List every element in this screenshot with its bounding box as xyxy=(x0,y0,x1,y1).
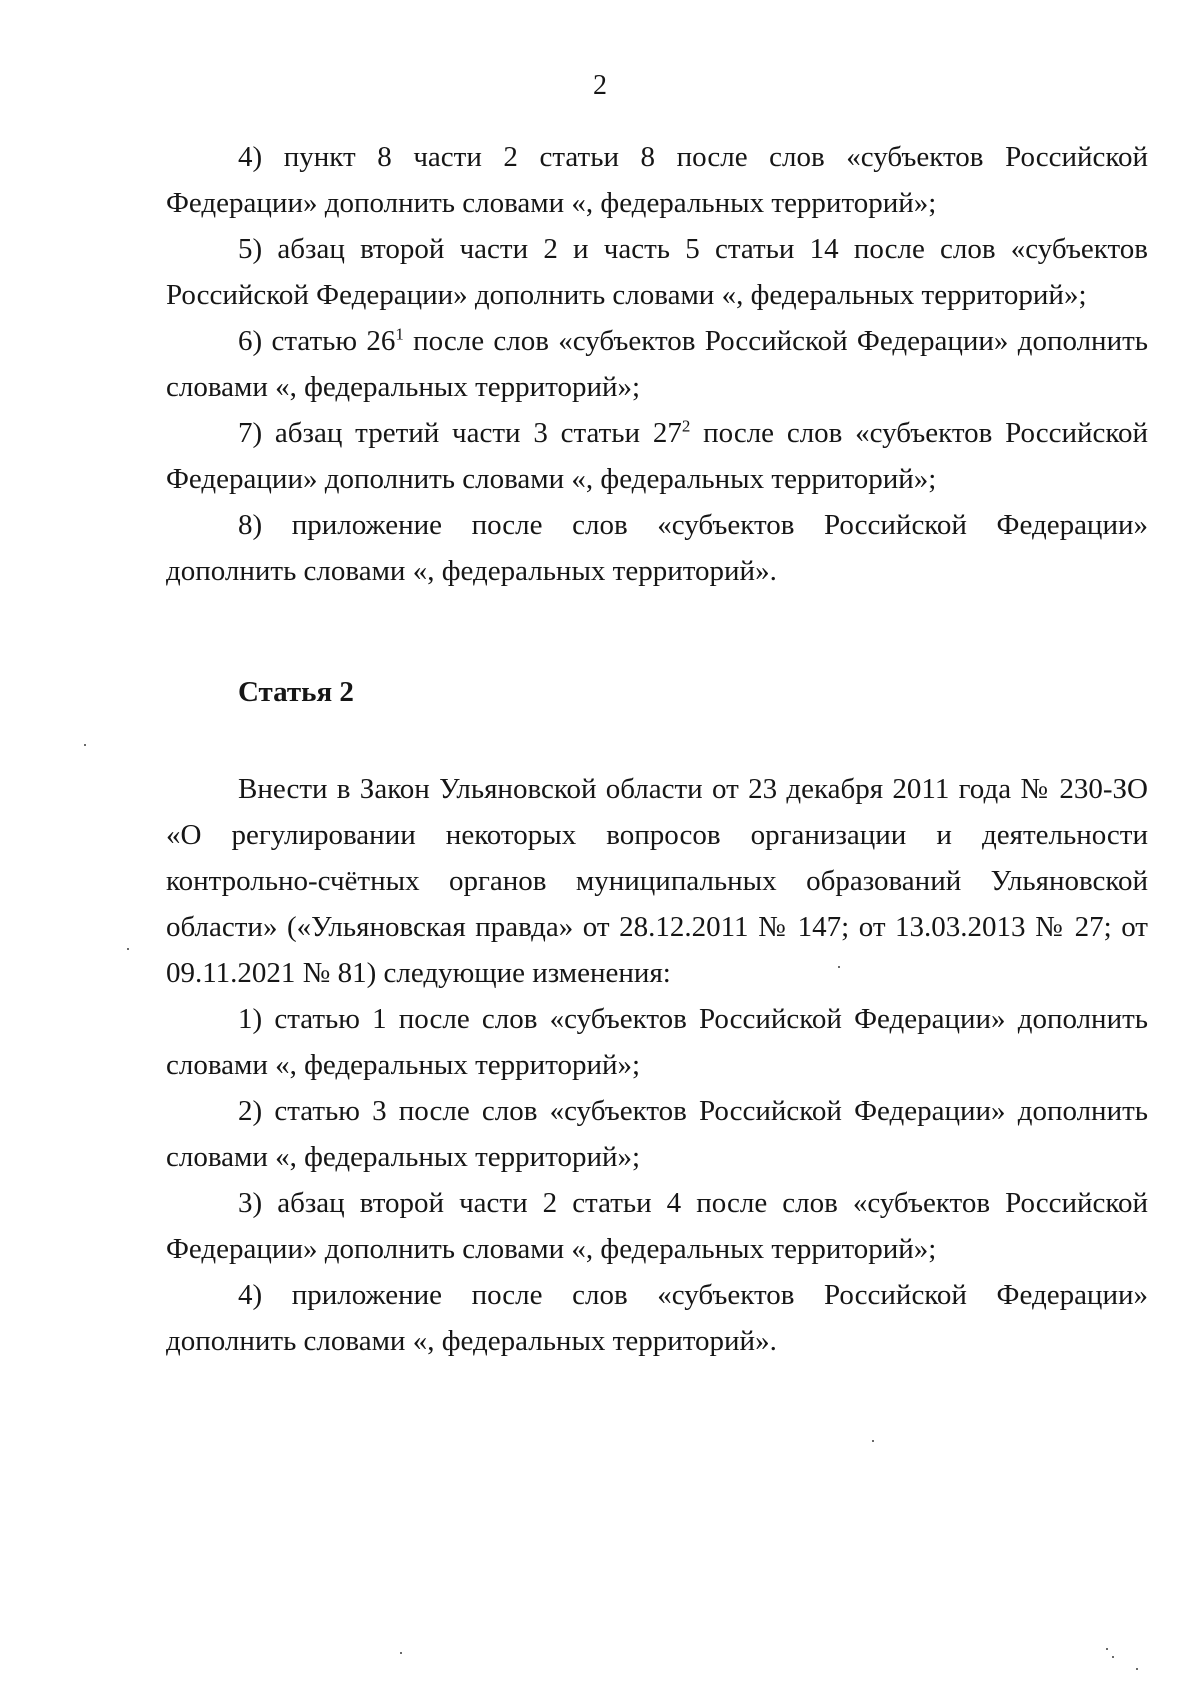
scan-speck xyxy=(1136,1668,1138,1670)
article-2-item-3: 3) абзац второй части 2 статьи 4 после слов «субъектов Российской Федерации» дополнить словами «, федеральных территорий»; xyxy=(166,1187,1148,1265)
article-1-item-7-superscript: 2 xyxy=(681,416,691,436)
scan-speck xyxy=(127,948,129,950)
scan-speck xyxy=(1112,1656,1114,1658)
article-1-item-6 xyxy=(166,318,1148,410)
article-1-item-4: 4) пункт 8 части 2 статьи 8 после слов «субъектов Российской Федерации» дополнить словами «, федеральных территорий»; xyxy=(166,141,1148,219)
article-1-item-7-text: 7) абзац третий части 3 статьи 27 xyxy=(238,417,682,449)
scan-speck xyxy=(400,1652,402,1654)
article-1-item-7 xyxy=(166,410,1148,502)
article-1-item-6-rest: после слов «субъектов Российской Федерации» дополнить словами «, федеральных территорий»; xyxy=(166,325,1148,403)
article-1-item-6-superscript: 1 xyxy=(395,324,404,344)
article-2-item-1: 1) статью 1 после слов «субъектов Российской Федерации» дополнить словами «, федеральных территорий»; xyxy=(166,1003,1148,1081)
article-1-item-6-text: 6) статью 26 xyxy=(238,325,396,357)
article-1-item-7-rest: после слов «субъектов Российской Федерации» дополнить словами «, федеральных территорий»; xyxy=(166,417,1149,495)
scan-speck xyxy=(1106,1648,1108,1650)
article-2-heading: Статья 2 xyxy=(238,676,354,708)
article-2-intro: Внести в Закон Ульяновской области от 23 декабря 2011 года № 230-ЗО «О регулировании некоторых вопросов организации и деятельности контрольно-счётных органов муниципальных образований Ульяновской области» («Ульяновская правда» от 28.12.2011 № 147; от 13.03.2013 № 27; от 09.11.2021 № 81) следующие изменения: xyxy=(166,773,1148,989)
scan-speck xyxy=(872,1440,874,1442)
article-1-continuation xyxy=(166,134,1148,594)
page-number: 2 xyxy=(593,70,607,101)
article-1-item-8: 8) приложение после слов «субъектов Российской Федерации» дополнить словами «, федеральных территорий». xyxy=(166,509,1148,587)
scan-speck xyxy=(84,744,86,746)
article-2-item-4: 4) приложение после слов «субъектов Российской Федерации» дополнить словами «, федеральных территорий». xyxy=(166,1279,1148,1357)
scan-speck xyxy=(838,966,840,968)
article-2-body xyxy=(166,766,1148,1364)
article-2-item-2: 2) статью 3 после слов «субъектов Российской Федерации» дополнить словами «, федеральных территорий»; xyxy=(166,1095,1148,1173)
article-1-item-5: 5) абзац второй части 2 и часть 5 статьи 14 после слов «субъектов Российской Федерации» дополнить словами «, федеральных территорий»; xyxy=(166,233,1148,311)
